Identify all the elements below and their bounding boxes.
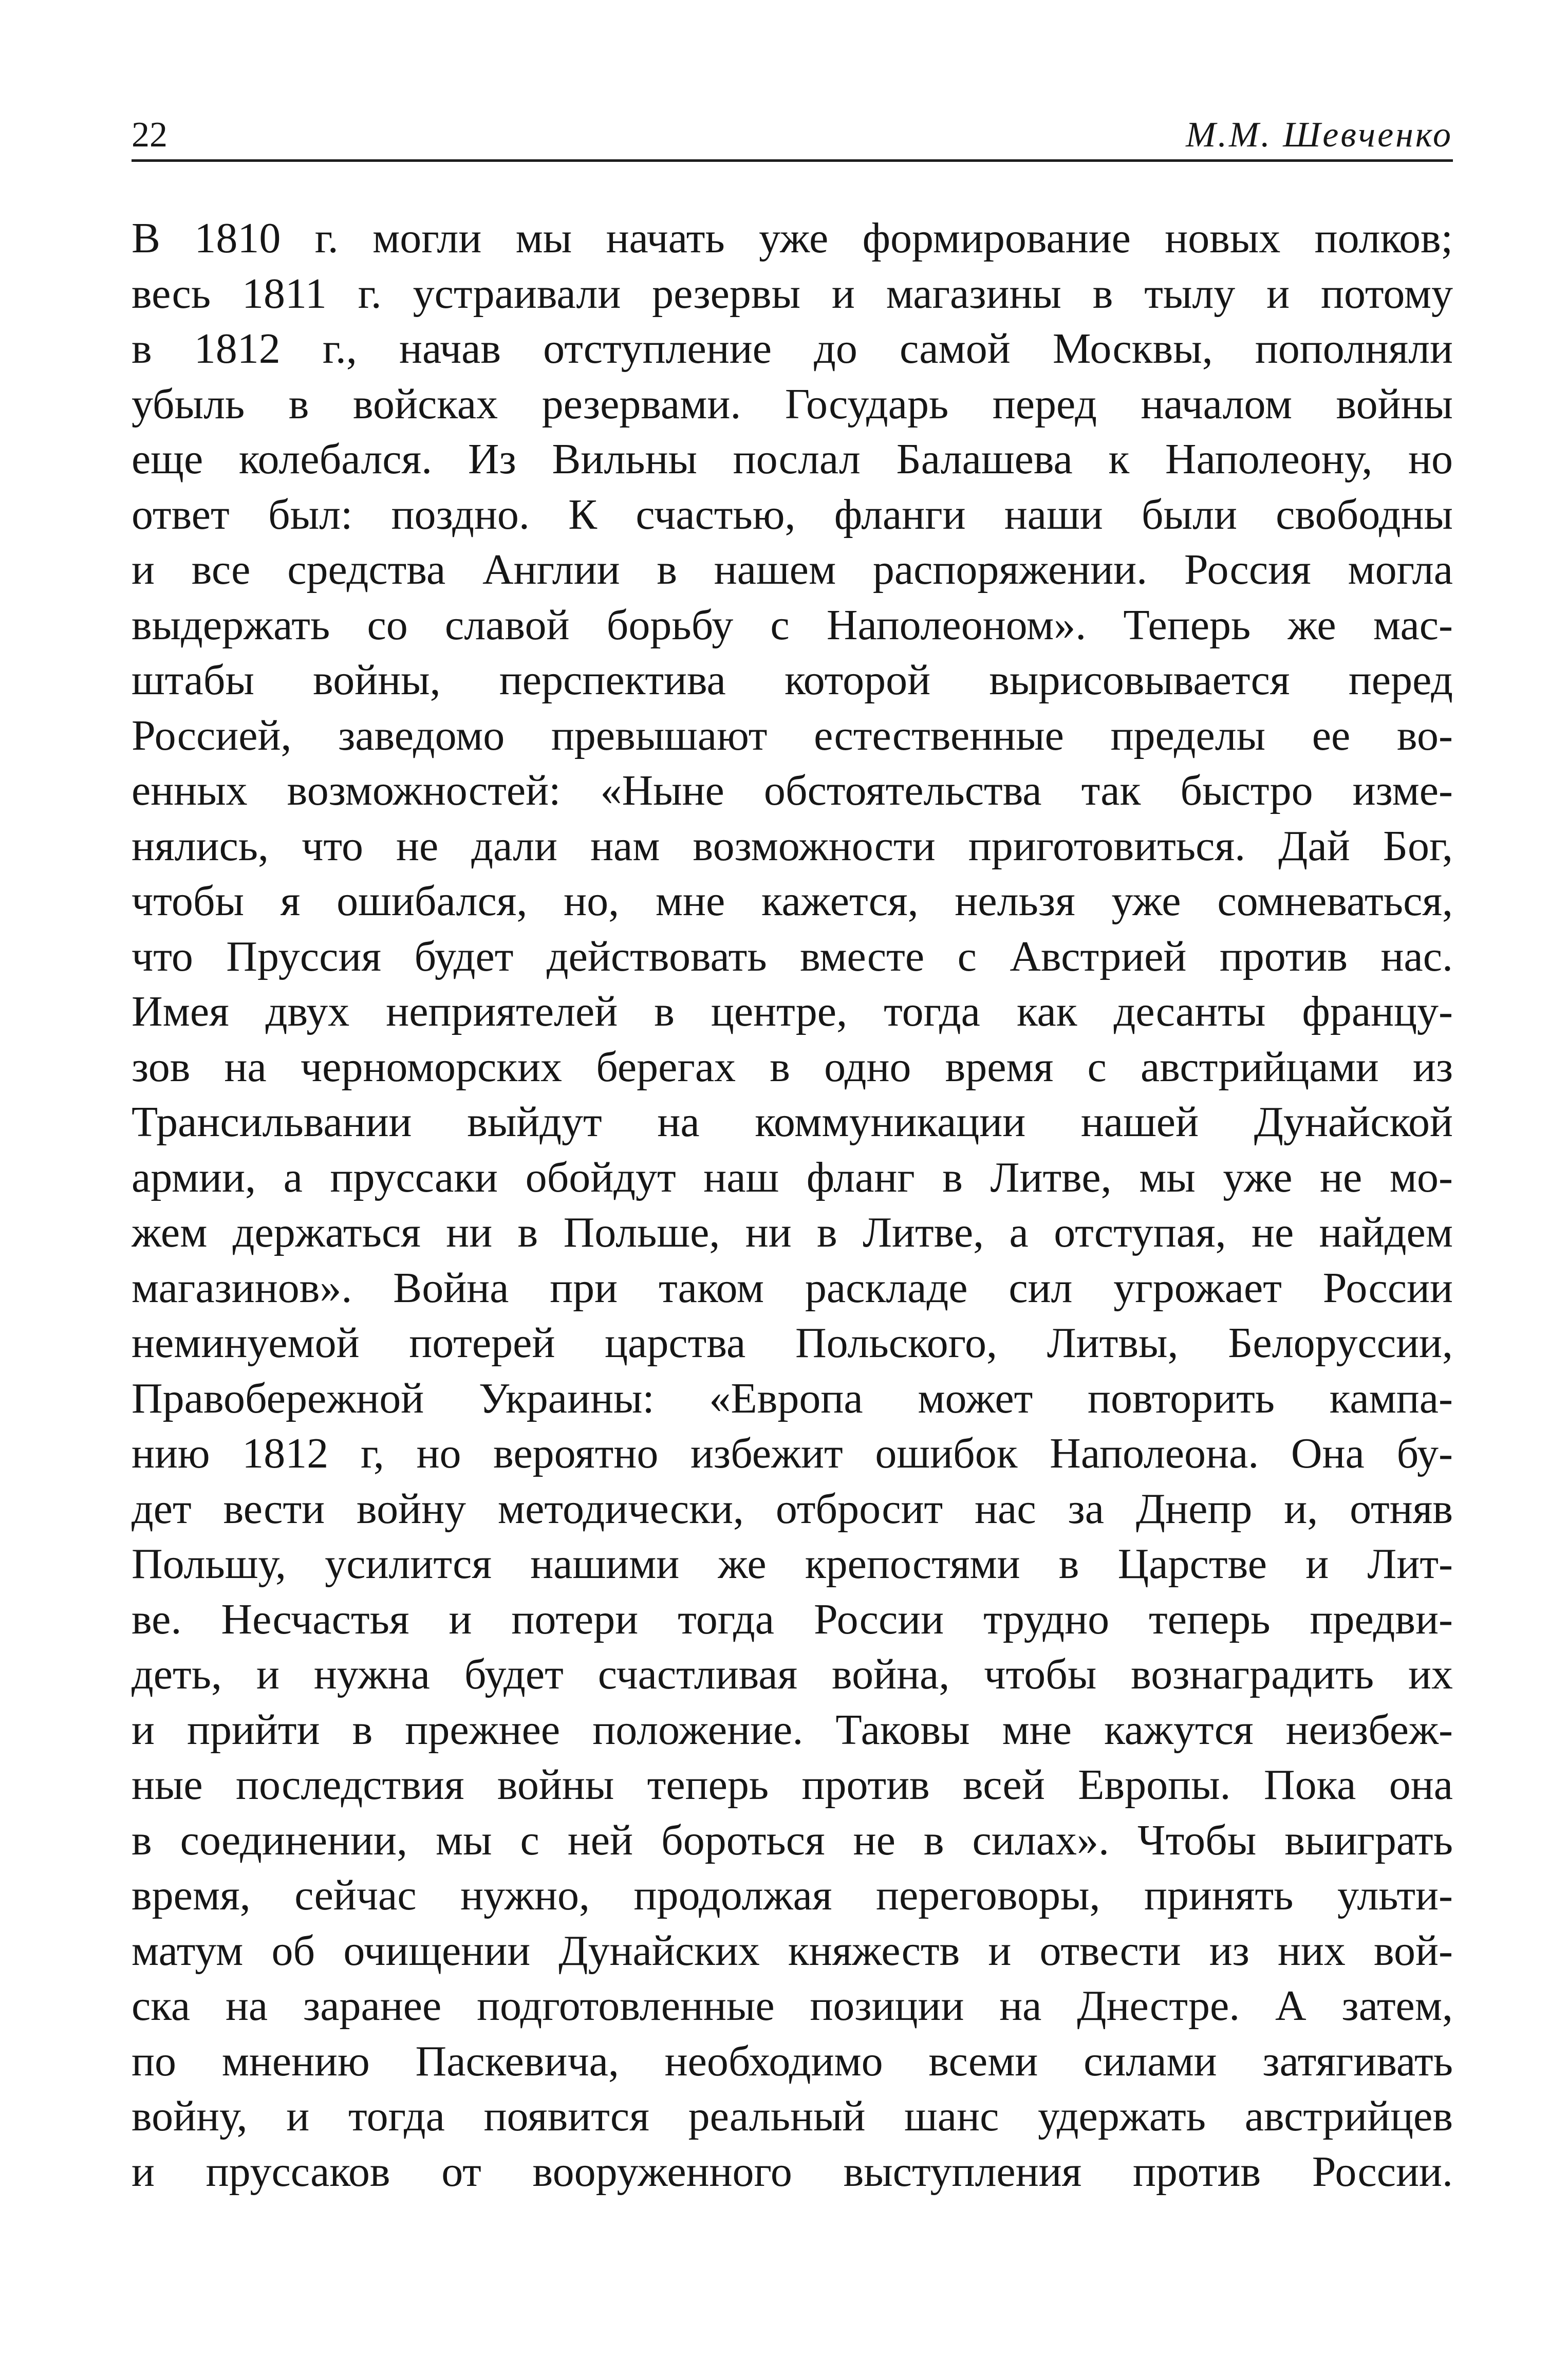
text-line: что Пруссия будет действовать вместе с Австрией против нас. [132,932,1453,980]
text-line: ные последствия войны теперь против всей Европы. Пока она [132,1761,1453,1809]
text-line: в 1812 г., начав отступление до самой Москвы, пополняли [132,325,1453,373]
text-line: деть, и нужна будет счастливая война, чтобы вознаградить их [132,1650,1453,1698]
text-line: войну, и тогда появится реальный шанс удержать австрийцев [132,2092,1453,2140]
text-line: армии, а пруссаки обойдут наш фланг в Литве, мы уже не мо- [132,1153,1453,1201]
text-line: штабы войны, перспектива которой вырисовывается перед [132,656,1453,704]
page-number: 22 [132,115,167,155]
running-header-author: М.М. Шевченко [1186,115,1453,155]
text-line: еще колебался. Из Вильны послал Балашева к Наполеону, но [132,435,1453,483]
running-header [132,110,1453,162]
text-line: матум об очищении Дунайских княжеств и отвести из них вой- [132,1926,1453,1975]
text-line: время, сейчас нужно, продолжая переговоры, принять ульти- [132,1871,1453,1919]
text-line: В 1810 г. могли мы начать уже формирование новых полков; [132,214,1453,262]
text-line: выдержать со славой борьбу с Наполеоном». Теперь же мас- [132,601,1453,649]
text-line: жем держаться ни в Польше, ни в Литве, а отступая, не найдем [132,1209,1453,1256]
text-line: по мнению Паскевича, необходимо всеми силами затягивать [132,2037,1453,2085]
text-line: убыль в войсках резервами. Государь перед началом войны [132,380,1453,428]
text-line: чтобы я ошибался, но, мне кажется, нельзя уже сомневаться, [132,877,1453,925]
text-line: и пруссаков от вооруженного выступления против России. [132,2147,1453,2196]
text-line: весь 1811 г. устраивали резервы и магазины в тылу и потому [132,269,1453,318]
text-line: енных возможностей: «Ныне обстоятельства так быстро изме- [132,767,1453,814]
text-line: неминуемой потерей царства Польского, Литвы, Белоруссии, [132,1319,1453,1367]
text-line: ве. Несчастья и потери тогда России трудно теперь предви- [132,1595,1453,1643]
text-line: Правобережной Украины: «Европа может повторить кампа- [132,1374,1453,1422]
text-line: Россией, заведомо превышают естественные пределы ее во- [132,711,1453,759]
text-line: ответ был: поздно. К счастью, фланги наши были свободны [132,490,1453,539]
text-line: и все средства Англии в нашем распоряжении. Россия могла [132,546,1453,593]
text-line: ска на заранее подготовленные позиции на Днестре. А затем, [132,1982,1453,2030]
text-line: зов на черноморских берегах в одно время с австрийцами из [132,1043,1453,1091]
text-line: дет вести войну методически, отбросит нас за Днепр и, отняв [132,1484,1453,1533]
text-line: и прийти в прежнее положение. Таковы мне кажутся неизбеж- [132,1705,1453,1754]
text-line: Имея двух неприятелей в центре, тогда как десанты францу- [132,988,1453,1035]
text-line: нию 1812 г, но вероятно избежит ошибок Наполеона. Она бу- [132,1430,1453,1477]
text-line: Польшу, усилится нашими же крепостями в Царстве и Лит- [132,1540,1453,1588]
text-line: Трансильвании выйдут на коммуникации нашей Дунайской [132,1098,1453,1146]
text-line: нялись, что не дали нам возможности приготовиться. Дай Бог, [132,822,1453,870]
text-line: в соединении, мы с ней бороться не в силах». Чтобы выиграть [132,1816,1453,1864]
body-text [132,211,1453,2199]
text-line: магазинов». Война при таком раскладе сил угрожает России [132,1264,1453,1312]
